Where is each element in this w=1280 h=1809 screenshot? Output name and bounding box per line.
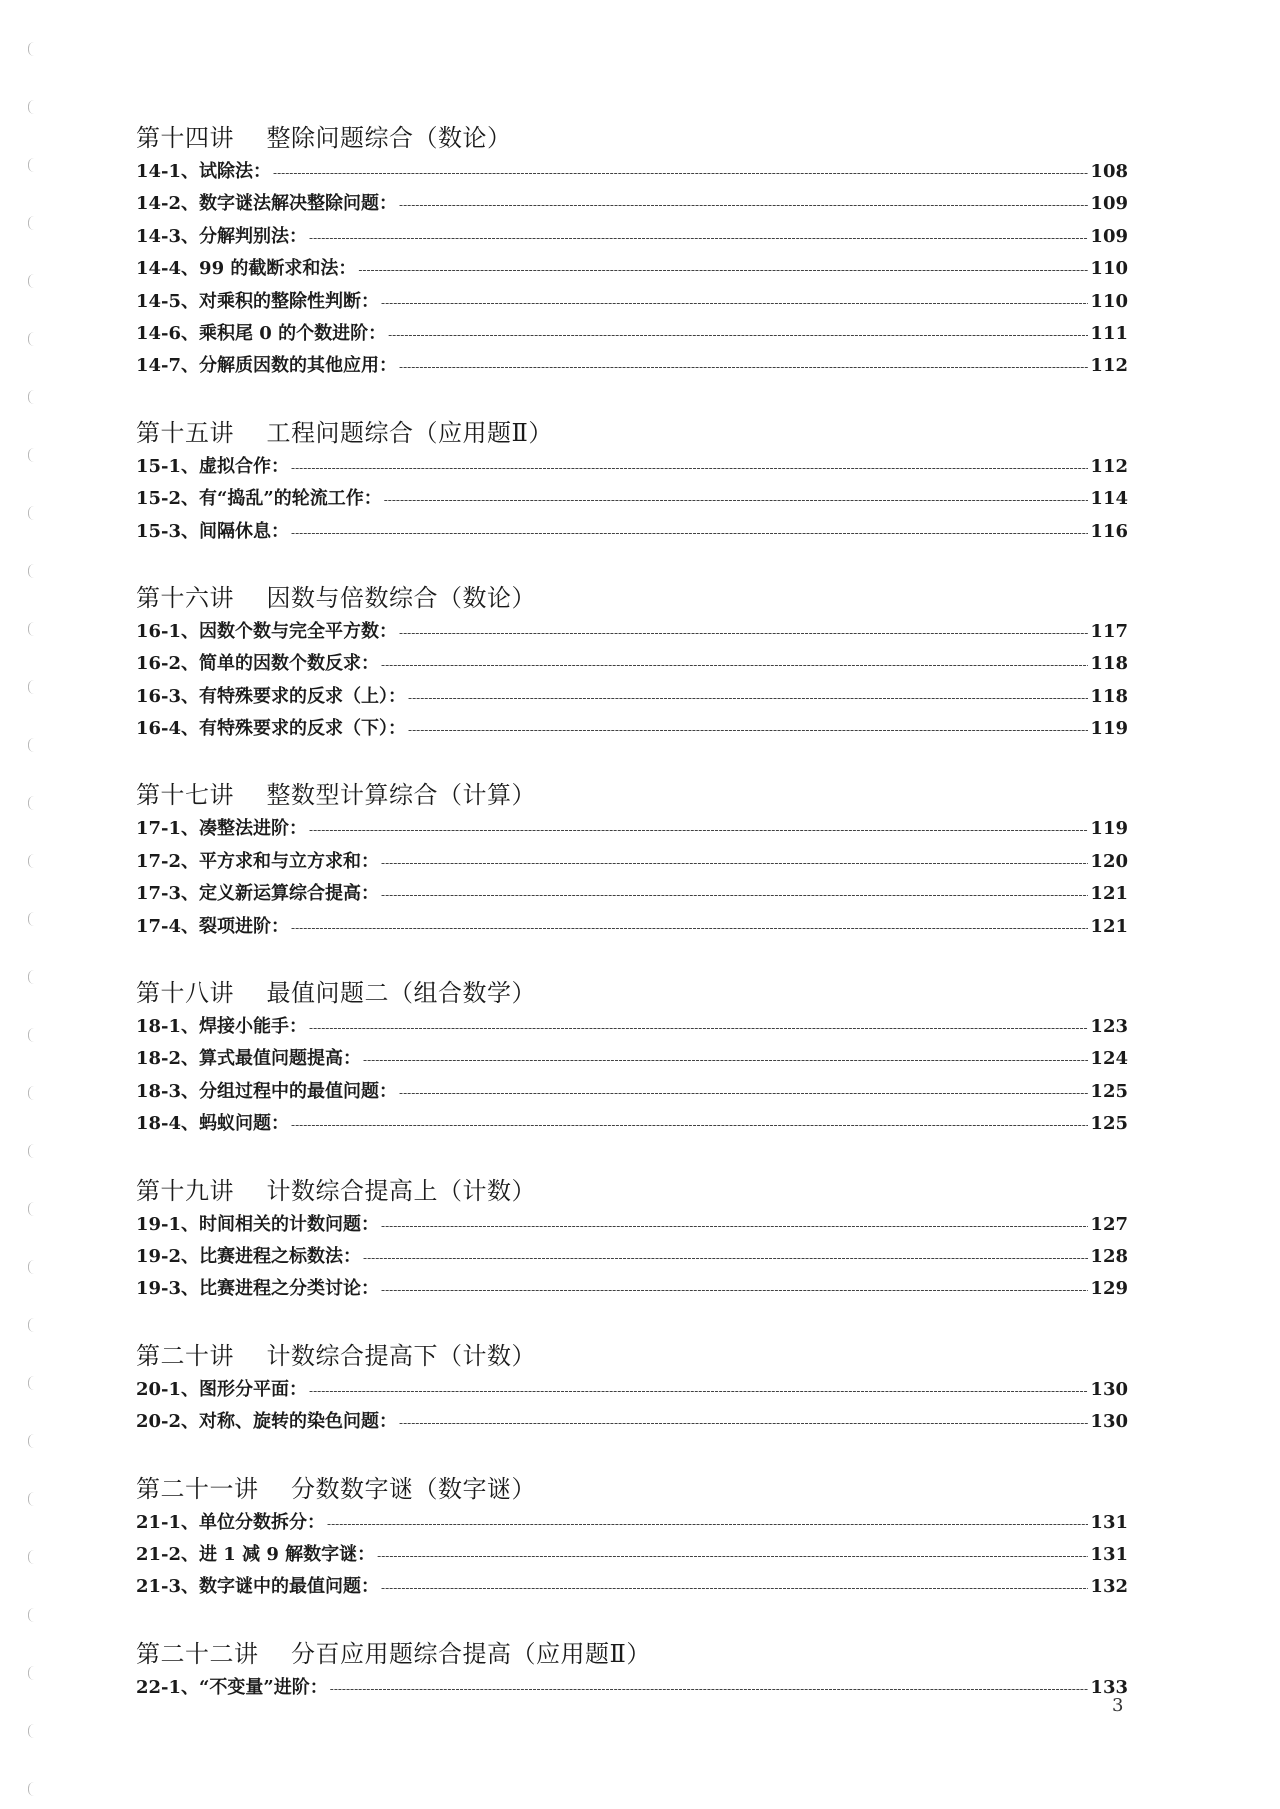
- dot-leader: [309, 814, 1088, 846]
- chapter-spacer: [136, 1306, 1128, 1340]
- binding-mark: [28, 1144, 35, 1158]
- toc-entry-page: 123: [1090, 1016, 1128, 1038]
- toc-entry[interactable]: [136, 483, 1128, 515]
- toc-entry-label: 14-4、99 的截断求和法：: [136, 258, 357, 280]
- toc-entry-page: 129: [1090, 1278, 1128, 1300]
- toc-entry[interactable]: [136, 1571, 1128, 1603]
- toc-entry[interactable]: [136, 1241, 1128, 1273]
- toc-entry[interactable]: [136, 1209, 1128, 1241]
- toc-entry-page: 130: [1090, 1378, 1128, 1400]
- toc-entry[interactable]: [136, 681, 1128, 713]
- toc-entry-page: 119: [1090, 718, 1128, 740]
- chapter-title: 第十六讲 因数与倍数综合（数论）: [136, 583, 537, 612]
- toc-entry-page: 133: [1090, 1676, 1128, 1698]
- toc-entry[interactable]: [136, 1406, 1128, 1438]
- dot-leader: [399, 1077, 1088, 1109]
- toc-entry-label: 14-7、分解质因数的其他应用：: [136, 355, 398, 377]
- toc-entry-page: 132: [1090, 1576, 1128, 1598]
- toc-entry-page: 112: [1090, 355, 1128, 377]
- page-number: 3: [1112, 1695, 1124, 1716]
- toc-entry-page: 108: [1090, 161, 1128, 182]
- toc-entry-page: 117: [1090, 620, 1128, 642]
- chapter-title: 第十八讲 最值问题二（组合数学）: [136, 979, 537, 1008]
- dot-leader: [363, 1044, 1088, 1076]
- binding-mark: [28, 796, 35, 810]
- chapter-title: 第二十二讲 分百应用题综合提高（应用题Ⅱ）: [136, 1639, 651, 1668]
- toc-entry-page: 124: [1090, 1048, 1128, 1070]
- binding-mark: [28, 1202, 35, 1216]
- toc-entry-label: 16-4、有特殊要求的反求（下）：: [136, 718, 407, 740]
- chapter-spacer: [136, 383, 1128, 417]
- chapter-title: 第十四讲 整除问题综合（数论）: [136, 124, 512, 152]
- binding-mark: [28, 390, 35, 404]
- toc-entry-label: 17-3、定义新运算综合提高：: [136, 883, 380, 905]
- toc-entry-label: 18-2、算式最值问题提高：: [136, 1048, 362, 1070]
- toc-entry-page: 121: [1090, 883, 1128, 905]
- binding-mark: [28, 42, 35, 56]
- toc-entry-label: 17-4、裂项进阶：: [136, 915, 290, 937]
- toc-entry-page: 128: [1090, 1245, 1128, 1267]
- toc-entry-page: 125: [1090, 1080, 1128, 1102]
- toc-entry-page: 119: [1090, 818, 1128, 840]
- toc-entry-label: 15-2、有“捣乱”的轮流工作：: [136, 488, 382, 510]
- dot-leader: [399, 617, 1088, 649]
- chapter-section: [136, 1638, 1128, 1704]
- binding-mark: [28, 1550, 35, 1564]
- toc-entry[interactable]: [136, 911, 1128, 943]
- binding-mark: [28, 216, 35, 230]
- toc-entry-label: 20-2、对称、旋转的染色问题：: [136, 1411, 398, 1433]
- dot-leader: [309, 1375, 1088, 1407]
- dot-leader: [377, 1540, 1088, 1572]
- toc-entry[interactable]: [136, 1374, 1128, 1406]
- binding-mark: [28, 506, 35, 520]
- toc-entry[interactable]: [136, 188, 1128, 220]
- dot-leader: [381, 879, 1088, 911]
- toc-entry[interactable]: [136, 156, 1128, 188]
- binding-mark: [28, 970, 35, 984]
- chapter-section: [136, 417, 1128, 548]
- chapter-title: 第十五讲 工程问题综合（应用题Ⅱ）: [136, 418, 553, 447]
- binding-mark: [28, 854, 35, 868]
- toc-entry-label: 18-4、蚂蚁问题：: [136, 1113, 290, 1135]
- binding-mark: [28, 100, 35, 114]
- toc-entry-label: 21-3、数字谜中的最值问题：: [136, 1576, 380, 1598]
- dot-leader: [273, 157, 1088, 189]
- dot-leader: [291, 452, 1088, 484]
- binding-mark: [28, 1318, 35, 1332]
- toc-entry-page: 114: [1090, 488, 1128, 510]
- binding-mark: [28, 1028, 35, 1042]
- dot-leader: [388, 319, 1088, 351]
- binding-mark: [28, 1260, 35, 1274]
- dot-leader: [381, 847, 1088, 879]
- toc-entry-page: 111: [1090, 322, 1128, 344]
- binding-mark: [28, 1376, 35, 1390]
- chapter-spacer: [136, 745, 1128, 779]
- toc-entry[interactable]: [136, 616, 1128, 648]
- toc-entry-label: 18-1、焊接小能手：: [136, 1016, 308, 1038]
- dot-leader: [381, 1210, 1088, 1242]
- toc-entry-page: 116: [1090, 520, 1128, 542]
- dot-leader: [309, 222, 1088, 254]
- dot-leader: [330, 1673, 1089, 1705]
- toc-entry-label: 16-1、因数个数与完全平方数：: [136, 620, 398, 642]
- chapter-spacer: [136, 1439, 1128, 1473]
- toc-entry-label: 20-1、图形分平面：: [136, 1378, 308, 1400]
- chapter-spacer: [136, 1141, 1128, 1175]
- toc-entry[interactable]: [136, 713, 1128, 745]
- toc-entry[interactable]: [136, 1539, 1128, 1571]
- toc-entry-page: 127: [1090, 1213, 1128, 1235]
- toc-entry[interactable]: [136, 318, 1128, 350]
- binding-mark: [28, 274, 35, 288]
- toc-entry[interactable]: [136, 1507, 1128, 1539]
- toc-entry[interactable]: [136, 350, 1128, 382]
- toc-entry[interactable]: [136, 648, 1128, 680]
- chapter-title: 第二十讲 计数综合提高下（计数）: [136, 1341, 537, 1370]
- binding-mark: [28, 1782, 35, 1796]
- toc-entry-label: 17-2、平方求和与立方求和：: [136, 850, 380, 872]
- toc-entry-page: 118: [1090, 653, 1128, 675]
- toc-entry[interactable]: [136, 253, 1128, 285]
- toc-entry-label: 19-1、时间相关的计数问题：: [136, 1213, 380, 1235]
- dot-leader: [358, 254, 1088, 286]
- toc-entry-page: 125: [1090, 1113, 1128, 1135]
- binding-edge-marks: [28, 0, 42, 1809]
- toc-entry-label: 19-3、比赛进程之分类讨论：: [136, 1278, 380, 1300]
- toc-entry[interactable]: [136, 1011, 1128, 1043]
- dot-leader: [399, 351, 1088, 383]
- toc-entry[interactable]: [136, 221, 1128, 253]
- toc-entry-label: 14-5、对乘积的整除性判断：: [136, 290, 380, 312]
- chapter-spacer: [136, 548, 1128, 582]
- dot-leader: [291, 912, 1088, 944]
- dot-leader: [381, 287, 1088, 319]
- dot-leader: [384, 484, 1089, 516]
- chapter-spacer: [136, 943, 1128, 977]
- toc-entry-label: 16-3、有特殊要求的反求（上）：: [136, 685, 407, 707]
- toc-entry-label: 15-3、间隔休息：: [136, 520, 290, 542]
- toc-entry-label: 14-3、分解判别法：: [136, 225, 308, 247]
- toc-entry-page: 109: [1090, 193, 1128, 215]
- toc-entry-page: 118: [1090, 685, 1128, 707]
- toc-entry-label: 15-1、虚拟合作：: [136, 455, 290, 477]
- dot-leader: [363, 1242, 1088, 1274]
- toc-entry[interactable]: [136, 286, 1128, 318]
- toc-entry-label: 14-1、试除法：: [136, 161, 272, 182]
- toc-entry[interactable]: [136, 1076, 1128, 1108]
- chapter-title: 第二十一讲 分数数字谜（数字谜）: [136, 1474, 537, 1503]
- chapter-spacer: [136, 1604, 1128, 1638]
- chapter-section: [136, 1175, 1128, 1306]
- toc-entry-label: 16-2、简单的因数个数反求：: [136, 653, 380, 675]
- toc-entry-page: 120: [1090, 850, 1128, 872]
- dot-leader: [291, 1109, 1088, 1141]
- chapter-section: [136, 779, 1128, 943]
- dot-leader: [408, 714, 1088, 746]
- binding-mark: [28, 1434, 35, 1448]
- toc-entry[interactable]: [136, 1672, 1128, 1704]
- dot-leader: [381, 1274, 1088, 1306]
- toc-entry-label: 19-2、比赛进程之标数法：: [136, 1245, 362, 1267]
- dot-leader: [327, 1508, 1088, 1540]
- toc-entry[interactable]: [136, 846, 1128, 878]
- toc-entry[interactable]: [136, 516, 1128, 548]
- toc-entry[interactable]: [136, 451, 1128, 483]
- dot-leader: [309, 1012, 1088, 1044]
- chapter-section: [136, 977, 1128, 1141]
- dot-leader: [381, 649, 1088, 681]
- chapter-section: [136, 1340, 1128, 1439]
- toc-entry-label: 21-1、单位分数拆分：: [136, 1511, 326, 1533]
- binding-mark: [28, 448, 35, 462]
- binding-mark: [28, 564, 35, 578]
- chapter-title: 第十九讲 计数综合提高上（计数）: [136, 1176, 537, 1205]
- toc-entry[interactable]: [136, 1273, 1128, 1305]
- dot-leader: [399, 1407, 1088, 1439]
- toc-entry-page: 112: [1090, 455, 1128, 477]
- toc-entry[interactable]: [136, 813, 1128, 845]
- toc-entry-page: 130: [1090, 1411, 1128, 1433]
- toc-entry-label: 17-1、凑整法进阶：: [136, 818, 308, 840]
- toc-entry[interactable]: [136, 878, 1128, 910]
- binding-mark: [28, 680, 35, 694]
- toc-entry-page: 121: [1090, 915, 1128, 937]
- chapter-section: [136, 122, 1128, 383]
- table-of-contents: [136, 122, 1128, 1704]
- toc-entry[interactable]: [136, 1108, 1128, 1140]
- binding-mark: [28, 158, 35, 172]
- toc-entry-page: 110: [1090, 290, 1128, 312]
- binding-mark: [28, 1666, 35, 1680]
- chapter-section: [136, 582, 1128, 746]
- toc-entry-label: 22-1、“不变量”进阶：: [136, 1676, 328, 1698]
- toc-entry[interactable]: [136, 1043, 1128, 1075]
- dot-leader: [381, 1572, 1088, 1604]
- dot-leader: [399, 189, 1088, 221]
- toc-entry-page: 109: [1090, 225, 1128, 247]
- binding-mark: [28, 912, 35, 926]
- chapter-title: 第十七讲 整数型计算综合（计算）: [136, 781, 537, 810]
- binding-mark: [28, 1492, 35, 1506]
- toc-entry-label: 18-3、分组过程中的最值问题：: [136, 1080, 398, 1102]
- binding-mark: [28, 1086, 35, 1100]
- toc-entry-label: 21-2、进 1 减 9 解数字谜：: [136, 1543, 376, 1565]
- dot-leader: [408, 682, 1088, 714]
- toc-entry-label: 14-6、乘积尾 0 的个数进阶：: [136, 322, 387, 344]
- chapter-section: [136, 1473, 1128, 1604]
- toc-entry-page: 131: [1090, 1511, 1128, 1533]
- binding-mark: [28, 1608, 35, 1622]
- toc-entry-page: 110: [1090, 258, 1128, 280]
- binding-mark: [28, 738, 35, 752]
- dot-leader: [291, 517, 1088, 549]
- binding-mark: [28, 622, 35, 636]
- binding-mark: [28, 1724, 35, 1738]
- toc-entry-page: 131: [1090, 1543, 1128, 1565]
- binding-mark: [28, 332, 35, 346]
- toc-entry-label: 14-2、数字谜法解决整除问题：: [136, 193, 398, 215]
